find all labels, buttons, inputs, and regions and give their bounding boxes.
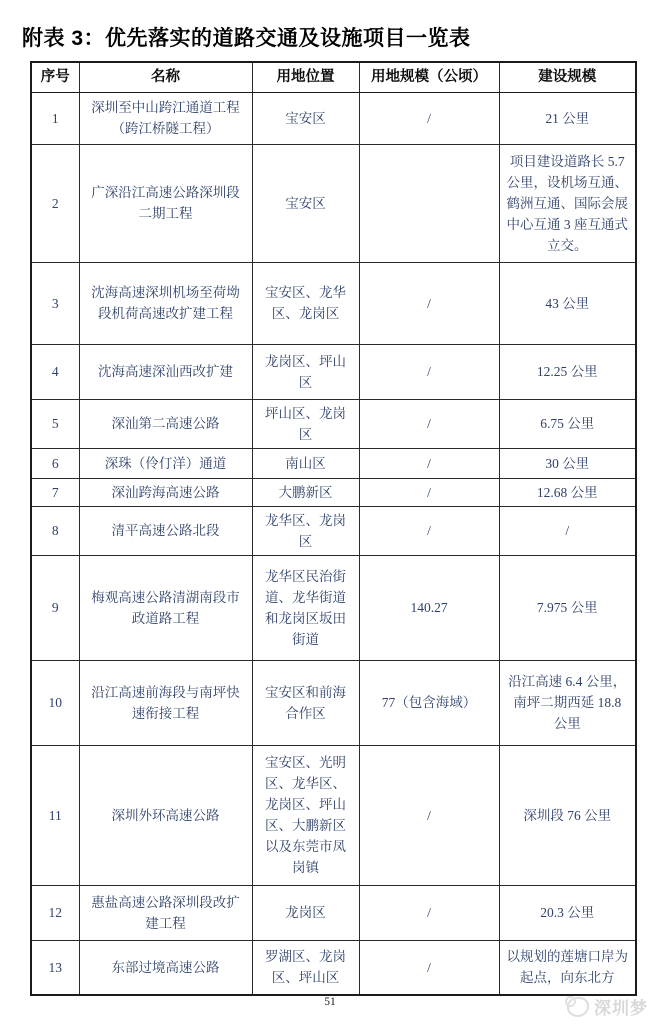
table-row xyxy=(31,399,636,448)
table-cell: 43 公里 xyxy=(499,262,636,344)
table-cell: 6 xyxy=(31,448,79,478)
table-cell: 77（包含海域） xyxy=(359,660,499,745)
table-cell: 沿江高速 6.4 公里，南坪二期西延 18.8 公里 xyxy=(499,660,636,745)
table-row xyxy=(31,885,636,940)
header-cell: 名称 xyxy=(79,62,252,92)
table-cell: / xyxy=(359,940,499,995)
table-cell: 2 xyxy=(31,144,79,262)
table-cell: 东部过境高速公路 xyxy=(79,940,252,995)
table-cell: / xyxy=(359,344,499,399)
table-cell: 5 xyxy=(31,399,79,448)
table-row xyxy=(31,745,636,885)
table-cell: / xyxy=(359,885,499,940)
table-cell: 清平高速公路北段 xyxy=(79,506,252,555)
table-body xyxy=(31,92,636,995)
table-cell: 南山区 xyxy=(252,448,359,478)
table-cell: 深圳段 76 公里 xyxy=(499,745,636,885)
table-cell: / xyxy=(359,506,499,555)
table-cell: 罗湖区、龙岗区、坪山区 xyxy=(252,940,359,995)
table-cell: 1 xyxy=(31,92,79,144)
table-cell: 10 xyxy=(31,660,79,745)
table-cell: 8 xyxy=(31,506,79,555)
table-cell: 4 xyxy=(31,344,79,399)
table-row xyxy=(31,92,636,144)
table-cell: 龙岗区 xyxy=(252,885,359,940)
table-row xyxy=(31,478,636,506)
table-cell: / xyxy=(359,399,499,448)
page-number: 51 xyxy=(324,996,336,1008)
table-cell: 龙华区、龙岗区 xyxy=(252,506,359,555)
table-cell: 龙岗区、坪山区 xyxy=(252,344,359,399)
table-cell: 沈海高速深汕西改扩建 xyxy=(79,344,252,399)
table-cell: 20.3 公里 xyxy=(499,885,636,940)
table-cell: 30 公里 xyxy=(499,448,636,478)
table-cell: 深圳至中山跨江通道工程（跨江桥隧工程） xyxy=(79,92,252,144)
table-row xyxy=(31,448,636,478)
header-cell: 序号 xyxy=(31,62,79,92)
table-cell: 3 xyxy=(31,262,79,344)
table-cell: 深汕跨海高速公路 xyxy=(79,478,252,506)
watermark-text: 深圳梦 xyxy=(594,999,648,1018)
table-row xyxy=(31,144,636,262)
header-cell: 用地位置 xyxy=(252,62,359,92)
table-cell: 宝安区、龙华区、龙岗区 xyxy=(252,262,359,344)
table-cell: 12.25 公里 xyxy=(499,344,636,399)
table-cell: 宝安区、光明区、龙华区、龙岗区、坪山区、大鹏新区以及东莞市凤岗镇 xyxy=(252,745,359,885)
header-cell: 用地规模（公顷） xyxy=(359,62,499,92)
header-cell: 建设规模 xyxy=(499,62,636,92)
table-cell: 深汕第二高速公路 xyxy=(79,399,252,448)
table-cell: 坪山区、龙岗区 xyxy=(252,399,359,448)
table-cell: 9 xyxy=(31,555,79,660)
projects-table xyxy=(30,61,637,996)
table-cell: 21 公里 xyxy=(499,92,636,144)
table-cell: 沈海高速深圳机场至荷坳段机荷高速改扩建工程 xyxy=(79,262,252,344)
table-row xyxy=(31,660,636,745)
table-row xyxy=(31,262,636,344)
table-row xyxy=(31,344,636,399)
table-cell: / xyxy=(359,448,499,478)
table-header-row xyxy=(31,62,636,92)
table-row xyxy=(31,555,636,660)
table-cell: 广深沿江高速公路深圳段二期工程 xyxy=(79,144,252,262)
table-cell: 深珠（伶仃洋）通道 xyxy=(79,448,252,478)
table-cell: 大鹏新区 xyxy=(252,478,359,506)
table-cell: / xyxy=(359,92,499,144)
page-title: 附表 3：优先落实的道路交通及设施项目一览表 xyxy=(22,27,471,50)
table-cell: 梅观高速公路清湖南段市政道路工程 xyxy=(79,555,252,660)
table-cell: / xyxy=(499,506,636,555)
table-cell: 惠盐高速公路深圳段改扩建工程 xyxy=(79,885,252,940)
table-cell: 11 xyxy=(31,745,79,885)
table-cell: 宝安区 xyxy=(252,92,359,144)
table-cell: 12 xyxy=(31,885,79,940)
table-cell: 龙华区民治街道、龙华街道和龙岗区坂田街道 xyxy=(252,555,359,660)
table-cell: 宝安区 xyxy=(252,144,359,262)
table-cell: 6.75 公里 xyxy=(499,399,636,448)
watermark xyxy=(567,994,648,1019)
table-cell: 宝安区和前海合作区 xyxy=(252,660,359,745)
table-cell: 7 xyxy=(31,478,79,506)
table-cell: 12.68 公里 xyxy=(499,478,636,506)
table-cell xyxy=(359,144,499,262)
table-row xyxy=(31,940,636,995)
table-cell: 以规划的莲塘口岸为起点，向东北方 xyxy=(499,940,636,995)
table-cell: / xyxy=(359,478,499,506)
watermark-logo-icon xyxy=(567,997,589,1017)
table-cell: 项目建设道路长 5.7 公里，设机场互通、鹤洲互通、国际会展中心互通 3 座互通式立交。 xyxy=(499,144,636,262)
table-cell: / xyxy=(359,745,499,885)
table-cell: 140.27 xyxy=(359,555,499,660)
table-row xyxy=(31,506,636,555)
table-cell: 13 xyxy=(31,940,79,995)
table-cell: 沿江高速前海段与南坪快速衔接工程 xyxy=(79,660,252,745)
table-cell: / xyxy=(359,262,499,344)
table-cell: 深圳外环高速公路 xyxy=(79,745,252,885)
table-cell: 7.975 公里 xyxy=(499,555,636,660)
